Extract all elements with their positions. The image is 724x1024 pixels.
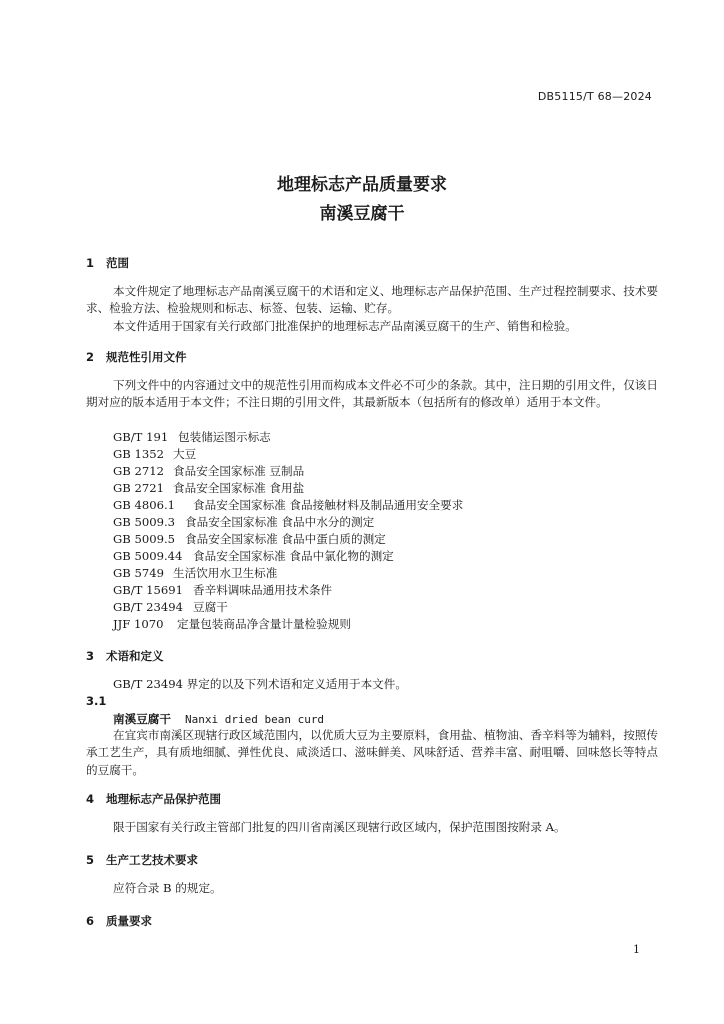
- document-code: DB5115/T 68—2024: [537, 90, 652, 103]
- reference-code: GB 2712: [113, 464, 164, 478]
- reference-name: 香辛料调味品通用技术条件: [193, 583, 333, 597]
- reference-name: 食品安全国家标准 食品接触材料及制品通用安全要求: [193, 498, 464, 512]
- section-number: 5: [86, 853, 95, 867]
- reference-code: GB 5009.5: [113, 532, 176, 546]
- section-title: 术语和定义: [106, 649, 164, 663]
- reference-code: GB/T 23494: [113, 600, 183, 614]
- section-heading-process: [86, 852, 198, 868]
- reference-name: 食品安全国家标准 豆制品: [173, 464, 305, 478]
- reference-code: GB 2721: [113, 481, 164, 495]
- reference-item: [113, 599, 228, 616]
- reference-item: [113, 531, 386, 548]
- reference-name: 食品安全国家标准 食用盐: [173, 481, 305, 495]
- section-title: 质量要求: [106, 914, 152, 928]
- reference-code: GB/T 15691: [113, 583, 183, 597]
- section-title: 规范性引用文件: [106, 350, 187, 364]
- reference-name: 食品安全国家标准 食品中氯化物的测定: [193, 549, 394, 563]
- reference-item: [113, 480, 304, 497]
- normative-intro: 下列文件中的内容通过文中的规范性引用而构成本文件必不可少的条款。其中，注日期的引用文件，仅该日期对应的版本适用于本文件；不注日期的引用文件，其最新版本（包括所有的修改单）适用于本文件。: [86, 378, 658, 410]
- reference-item: [113, 446, 196, 463]
- section-heading-quality: [86, 913, 152, 929]
- reference-name: 定量包装商品净含量计量检验规则: [177, 617, 351, 631]
- section-heading-terms: [86, 648, 164, 664]
- reference-code: GB 5009.3: [113, 515, 176, 529]
- reference-name: 豆腐干: [193, 600, 228, 614]
- section-number: 4: [86, 792, 95, 806]
- reference-item: [113, 548, 394, 565]
- reference-code: GB 4806.1: [113, 498, 176, 512]
- reference-name: 食品安全国家标准 食品中水分的测定: [185, 515, 375, 529]
- scope-paragraph-2: 本文件适用于国家有关行政部门批准保护的地理标志产品南溪豆腐干的生产、销售和检验。: [113, 319, 577, 333]
- reference-item: [113, 429, 271, 446]
- reference-name: 生活饮用水卫生标准: [173, 566, 278, 580]
- section-title: 地理标志产品保护范围: [106, 792, 221, 806]
- section-heading-protection: [86, 791, 221, 807]
- document-subtitle: 南溪豆腐干: [319, 204, 405, 224]
- protection-text: 限于国家有关行政主管部门批复的四川省南溪区现辖行政区域内，保护范围图按附录 A。: [113, 820, 566, 834]
- term-english: Nanxi dried bean curd: [184, 713, 325, 726]
- term-chinese: 南溪豆腐干: [113, 712, 171, 726]
- reference-item: [113, 514, 374, 531]
- reference-item: [113, 497, 463, 514]
- section-heading-scope: [86, 255, 129, 271]
- reference-name: 包装储运图示标志: [178, 430, 271, 444]
- reference-code: GB 5009.44: [113, 549, 183, 563]
- section-title: 生产工艺技术要求: [106, 853, 198, 867]
- section-number: 6: [86, 914, 95, 928]
- process-text: 应符合录 B 的规定。: [113, 881, 222, 895]
- section-number: 3: [86, 649, 95, 663]
- subclause-number: 3.1: [86, 694, 107, 708]
- scope-paragraph-1: 本文件规定了地理标志产品南溪豆腐干的术语和定义、地理标志产品保护范围、生产过程控制要求、技术要求、检验方法、检验规则和标志、标签、包装、运输、贮存。: [86, 284, 658, 316]
- terms-intro: GB/T 23494 界定的以及下列术语和定义适用于本文件。: [113, 677, 407, 691]
- reference-name: 食品安全国家标准 食品中蛋白质的测定: [185, 532, 386, 546]
- reference-item: [113, 565, 277, 582]
- reference-item: [113, 582, 332, 599]
- reference-item: [113, 616, 351, 633]
- section-number: 2: [86, 350, 95, 364]
- reference-code: GB 5749: [113, 566, 164, 580]
- term-entry: [113, 711, 324, 727]
- reference-code: GB/T 191: [113, 430, 169, 444]
- term-definition: 在宜宾市南溪区现辖行政区域范围内，以优质大豆为主要原料，食用盐、植物油、香辛料等为辅料，按照传承工艺生产，具有质地细腻、弹性优良、咸淡适口、滋味鲜美、风味舒适、营养丰富、耐咀嚼、回味悠长等特点的豆腐干。: [86, 728, 658, 777]
- section-title: 范围: [106, 256, 129, 270]
- reference-code: GB 1352: [113, 447, 164, 461]
- reference-name: 大豆: [173, 447, 197, 461]
- document-title: 地理标志产品质量要求: [277, 175, 447, 195]
- section-heading-normative: [86, 349, 187, 365]
- reference-code: JJF 1070: [113, 617, 164, 631]
- page-number: 1: [633, 943, 640, 956]
- section-number: 1: [86, 256, 95, 270]
- reference-item: [113, 463, 304, 480]
